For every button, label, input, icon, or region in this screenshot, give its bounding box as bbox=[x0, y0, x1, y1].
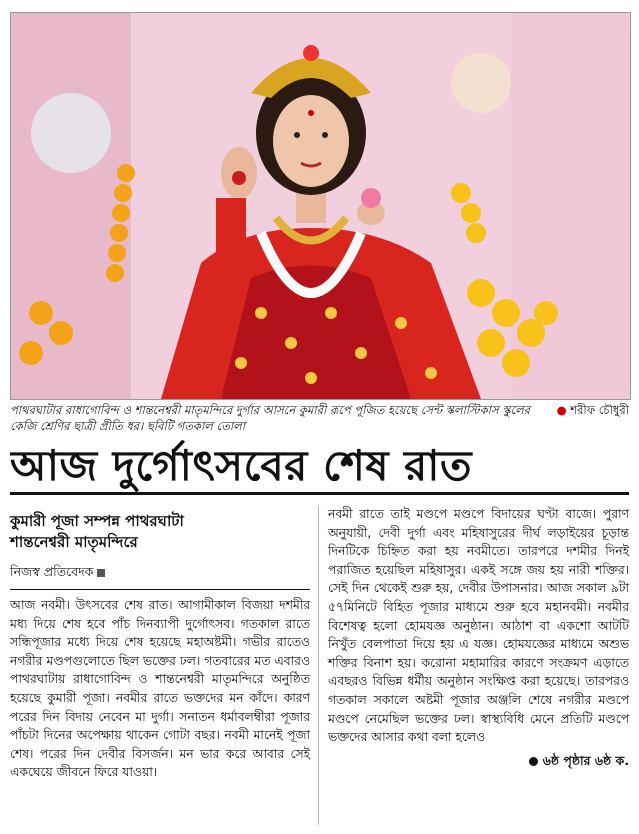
photo-credit bbox=[557, 402, 629, 418]
byline-text: নিজস্ব প্রতিবেদক bbox=[10, 564, 94, 579]
front-photo bbox=[10, 12, 631, 400]
photo-caption bbox=[10, 402, 629, 434]
continued-text: ৬ষ্ঠ পৃষ্ঠার ৬ষ্ঠ ক. bbox=[542, 752, 629, 768]
byline-square-icon bbox=[97, 569, 105, 577]
right-column bbox=[328, 505, 629, 773]
subheadline-line-2: শান্তনেশ্বরী মাতৃমন্দিরে bbox=[10, 533, 138, 551]
photo-caption-text: পাথরঘাটার রাধাগোবিন্দ ও শান্তনেশ্বরী মাতৃমন্দিরে দুর্গার আসনে কুমারী রূপে পূজিত হয়েছে সেন্ট স্কলাস্টিকাস স্কুলের কেজি শ্রেণির ছাত্রী প্রীতি ধর। ছবিটি গতকাল তোলা bbox=[10, 403, 531, 433]
bullet-icon bbox=[529, 757, 538, 766]
byline-rule bbox=[10, 589, 310, 590]
subheadline bbox=[10, 511, 310, 553]
left-column bbox=[10, 505, 310, 782]
photo-credit-name: শরীফ চৌধুরী bbox=[570, 403, 629, 417]
column-divider bbox=[318, 505, 319, 825]
article-body-left: আজ নবমী। উৎসবের শেষ রাত। আগামীকাল বিজয়া দশমীর মধ্য দিয়ে শেষ হবে পাঁচ দিনব্যাপী দুর্গোৎসব। গতকাল রাতে সন্ধিপূজার মধ্যে দিয়ে শেষ হয়েছে মহাঅষ্টমী। গভীর রাতেও নগরীর মণ্ডপগুলোতে ছিল ভক্তের ঢল। গতবারের মত এবারও পাথরঘাটায় রাধাগোবিন্দ ও শান্তনেশ্বরী মাতৃমন্দিরে অনুষ্ঠিত হয়েছে কুমারী পূজা। নবমীর রাতে ভক্তদের মন কাঁদে। কারণ পরের দিন বিদায় নেবেন মা দুর্গা। সনাতন ধর্মাবলম্বীরা পূজার পাঁচটা দিনের অপেক্ষায় থাকেন গোটা বছর। নবমী মানেই পূজা শেষ। পরের দিন দেবীর বিসর্জন। মন ভার করে আবার সেই একঘেয়ে জীবনে ফিরে যাওয়া। bbox=[10, 598, 310, 780]
headline: আজ দুর্গোৎসবের শেষ রাত bbox=[10, 440, 629, 495]
photo-illustration bbox=[11, 13, 630, 399]
article-body-right: নবমী রাতে তাই মণ্ডপে মণ্ডপে বিদায়ের ঘণ্টা বাজে। পুরাণ অনুযায়ী, দেবী দুর্গা এবং মহিষাসুরের দীর্ঘ লড়াইয়ের চূড়ান্ত দিনটিকে চিহ্নিত করা হয় নবমীতে। তারপরে দশমীর দিনই পরাজিত হয়েছিল মহিষাসুর। একই সঙ্গে জয় হয় নারী শক্তির। সেই দিন থেকেই শুরু হয়, দেবীর উপাসনার। আজ সকাল ৯টা ৫৭মিনিটে বিহিত পূজার মাধ্যমে শুরু হবে মহানবমী। নবমীর বিশেষত্ব হলো হোমযজ্ঞ অনুষ্ঠান। আঠাশ বা একশো আটটি নিখুঁত বেলপাতা দিয়ে হয় এ যজ্ঞ। হোমযজ্ঞের মাধ্যমে অশুভ শক্তির বিনাশ হয়। করোনা মহামারির কারণে সংক্রমণ এড়াতে এবছরও বিভিন্ন ধর্মীয় অনুষ্ঠান সংক্ষিপ্ত করা হয়েছে। তারপরও গতকাল সকালে অষ্টমী পূজার অঞ্জলি শেষে নগরীর মণ্ডপে মণ্ডপে নেমেছিল ভক্তের ঢল। স্বাস্থ্যবিধি মেনে প্রতিটি মণ্ডপে ভক্তদের আসার কথা বলা হলেও bbox=[328, 507, 629, 745]
subheadline-line-1: কুমারী পূজা সম্পন্ন পাথরঘাটা bbox=[10, 512, 184, 530]
byline bbox=[10, 563, 310, 581]
continued-note[interactable] bbox=[328, 753, 629, 773]
credit-dot-icon: ● bbox=[556, 403, 567, 417]
